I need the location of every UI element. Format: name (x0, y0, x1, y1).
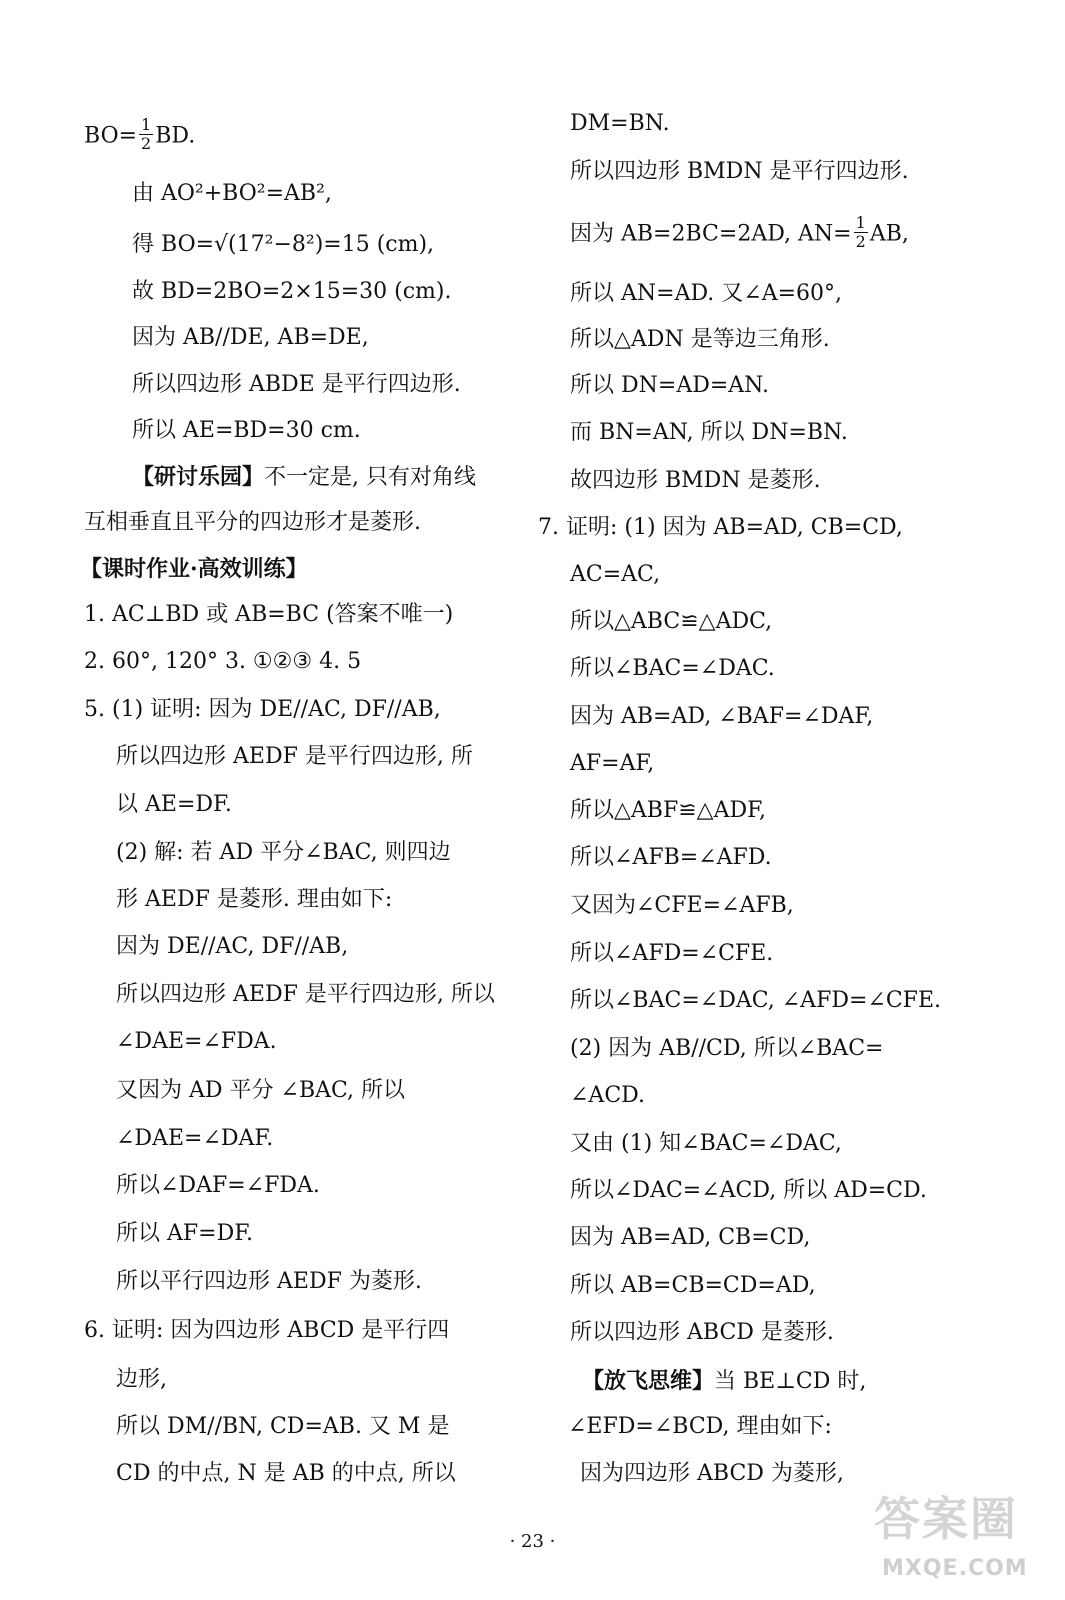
watermark-url-text: MXQE.COM (882, 1556, 1028, 1581)
right-line-efd: ∠EFD=∠BCD, 理由如下: (568, 1414, 832, 1439)
answer-7-line-12: (2) 因为 AB//CD, 所以∠BAC= (570, 1036, 884, 1061)
answer-7-line-1: 7. 证明: (1) 因为 AB=AD, CB=CD, (538, 515, 903, 540)
answer-7-line-9: 又因为∠CFE=∠AFB, (570, 893, 794, 918)
answer-6-line-2: 边形, (116, 1367, 167, 1392)
answer-7-line-3: 所以△ABC≌△ADC, (570, 609, 773, 634)
fraction-denominator: 2 (855, 232, 866, 251)
answer-7-line-7: 所以△ABF≌△ADF, (570, 798, 766, 823)
fraction-one-half (854, 214, 868, 251)
ab-equation-prefix: 因为 AB=2BC=2AD, AN= (570, 221, 852, 247)
answer-5-line-3: 以 AE=DF. (116, 792, 232, 817)
answer-5-line-12: 所以 AF=DF. (116, 1221, 254, 1246)
answer-7-line-4: 所以∠BAC=∠DAC. (570, 656, 775, 681)
section-label-fangfei: 【放飞思维】 (582, 1368, 715, 1394)
answer-5-line-8: ∠DAE=∠FDA. (116, 1029, 277, 1054)
answers-2-4: 2. 60°, 120° 3. ①②③ 4. 5 (84, 649, 362, 674)
section-label-yantao: 【研讨乐园】 (132, 464, 265, 490)
answer-5-line-10: ∠DAE=∠DAF. (116, 1126, 274, 1151)
answer-5-line-11: 所以∠DAF=∠FDA. (116, 1173, 320, 1198)
answer-7-line-5: 因为 AB=AD, ∠BAF=∠DAF, (570, 704, 874, 729)
watermark-logo (868, 1488, 1058, 1596)
bo-prefix: BO= (84, 123, 138, 149)
fangfei-text: 当 BE⊥CD 时, (714, 1369, 867, 1394)
answer-7-line-2: AC=AC, (570, 562, 661, 587)
left-line-1 (84, 115, 196, 153)
answer-7-line-17: 所以 AB=CB=CD=AD, (570, 1273, 816, 1298)
answer-7-line-14: 又由 (1) 知∠BAC=∠DAC, (570, 1131, 842, 1156)
left-line-8 (132, 461, 476, 493)
left-line-4: 故 BD=2BO=2×15=30 (cm). (132, 279, 452, 304)
left-line-5: 因为 AB//DE, AB=DE, (132, 325, 369, 350)
yantao-text: 不一定是, 只有对角线 (264, 465, 477, 490)
right-line-fangfei (582, 1365, 866, 1397)
right-line-3 (570, 213, 909, 251)
right-line-7: 而 BN=AN, 所以 DN=BN. (570, 420, 848, 445)
answer-6-line-1: 6. 证明: 因为四边形 ABCD 是平行四 (84, 1318, 450, 1343)
answer-7-line-8: 所以∠AFB=∠AFD. (570, 845, 772, 870)
answer-7-line-6: AF=AF, (570, 751, 655, 776)
left-line-6: 所以四边形 ABDE 是平行四边形. (132, 372, 461, 397)
answer-5-line-7: 所以四边形 AEDF 是平行四边形, 所以 (116, 982, 495, 1007)
answer-5-line-6: 因为 DE//AC, DF//AB, (116, 934, 349, 959)
bd-suffix: BD. (155, 123, 196, 149)
answer-5-line-4: (2) 解: 若 AD 平分∠BAC, 则四边 (116, 840, 451, 865)
right-line-4: 所以 AN=AD. 又∠A=60°, (570, 281, 843, 306)
right-line-rhombus: 因为四边形 ABCD 为菱形, (580, 1461, 844, 1486)
left-line-2: 由 AO²+BO²=AB², (132, 181, 332, 206)
ab-equation-suffix: AB, (869, 221, 909, 247)
answer-7-line-11: 所以∠BAC=∠DAC, ∠AFD=∠CFE. (570, 988, 941, 1013)
answer-7-line-18: 所以四边形 ABCD 是菱形. (570, 1320, 834, 1345)
answer-6-line-4: CD 的中点, N 是 AB 的中点, 所以 (116, 1461, 456, 1486)
watermark-chinese-text: 答案圈 (874, 1492, 1018, 1546)
right-line-5: 所以△ADN 是等边三角形. (570, 327, 830, 352)
section-header-homework: 【课时作业·高效训练】 (80, 556, 308, 582)
fraction-denominator: 2 (141, 134, 152, 153)
left-line-3: 得 BO=√(17²−8²)=15 (cm), (132, 232, 435, 257)
answer-7-line-13: ∠ACD. (570, 1083, 646, 1108)
page-number: · 23 · (509, 1531, 556, 1552)
answer-7-line-16: 因为 AB=AD, CB=CD, (570, 1225, 811, 1250)
answer-5-line-1: 5. (1) 证明: 因为 DE//AC, DF//AB, (84, 697, 441, 722)
answer-5-line-5: 形 AEDF 是菱形. 理由如下: (116, 887, 393, 912)
right-line-6: 所以 DN=AD=AN. (570, 373, 769, 398)
answer-7-line-10: 所以∠AFD=∠CFE. (570, 941, 774, 966)
fraction-one-half (139, 116, 153, 153)
right-line-1: DM=BN. (570, 111, 670, 136)
left-line-9: 互相垂直且平分的四边形才是菱形. (84, 510, 421, 535)
answer-1: 1. AC⊥BD 或 AB=BC (答案不唯一) (84, 602, 454, 627)
answer-7-line-15: 所以∠DAC=∠ACD, 所以 AD=CD. (570, 1178, 927, 1203)
answer-5-line-9: 又因为 AD 平分 ∠BAC, 所以 (116, 1078, 406, 1103)
right-line-2: 所以四边形 BMDN 是平行四边形. (570, 159, 909, 184)
answer-6-line-3: 所以 DM//BN, CD=AB. 又 M 是 (116, 1414, 450, 1439)
answer-5-line-13: 所以平行四边形 AEDF 为菱形. (116, 1269, 422, 1294)
fraction-numerator: 1 (855, 213, 866, 232)
answer-5-line-2: 所以四边形 AEDF 是平行四边形, 所 (116, 744, 473, 769)
left-line-7: 所以 AE=BD=30 cm. (132, 418, 361, 443)
fraction-numerator: 1 (141, 115, 152, 134)
right-line-8: 故四边形 BMDN 是菱形. (570, 468, 821, 493)
